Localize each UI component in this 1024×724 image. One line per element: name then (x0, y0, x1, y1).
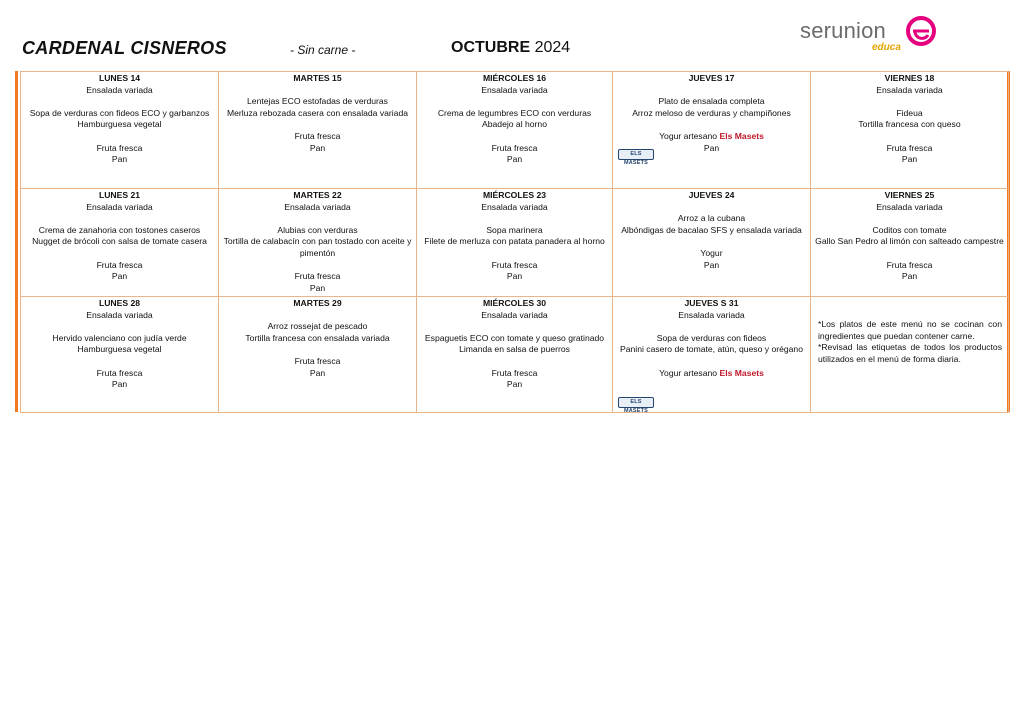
month-year: 2024 (534, 39, 571, 56)
dish-line (811, 85, 1008, 97)
dish-line (613, 108, 810, 120)
menu-cell (613, 189, 811, 297)
day-label: MARTES 29 (293, 298, 342, 308)
dish-text: Crema de legumbres ECO con verduras (437, 107, 592, 118)
dish-line (417, 368, 612, 380)
dish-text: Pan (703, 142, 720, 153)
dish-text: Merluza rebozada casera con ensalada variada (226, 107, 409, 118)
dish-text: Ensalada variada (86, 309, 153, 320)
dish-line (613, 213, 810, 225)
dish-line (219, 143, 416, 155)
dish-line (417, 356, 612, 368)
dish-text: Fruta fresca (294, 355, 341, 366)
dish-text: Ensalada variada (481, 201, 548, 212)
dish-line (219, 108, 416, 120)
menu-cell (20, 297, 219, 413)
dish-line (613, 344, 810, 356)
logo-e-icon (906, 16, 936, 46)
dish-line (219, 356, 416, 368)
dish-line (613, 368, 810, 380)
day-label: LUNES 14 (98, 73, 141, 83)
dish-line (21, 236, 218, 248)
dish-line (219, 333, 416, 345)
dish-text: Pan (309, 282, 326, 293)
brand-name: Els Masets (719, 367, 764, 378)
dish-line (417, 96, 612, 108)
menu-cell (417, 297, 613, 413)
dish-text: Pan (111, 271, 128, 282)
dish-line (613, 260, 810, 272)
els-masets-badge: ELS MASETS (618, 397, 654, 408)
day-label: JUEVES 17 (688, 73, 735, 83)
dish-line (21, 321, 218, 333)
dish-line (811, 154, 1008, 166)
dish-line (219, 283, 416, 295)
dish-text: Pan (111, 379, 128, 390)
menu-cell (20, 189, 219, 297)
dish-line (417, 333, 612, 345)
menu-cell (613, 297, 811, 413)
dish-text: Pan (309, 142, 326, 153)
diet-label: - Sin carne - (290, 43, 356, 57)
dish-text: Tortilla francesa con ensalada variada (245, 332, 390, 343)
dish-line (219, 271, 416, 283)
dish-text: Ensalada variada (284, 201, 351, 212)
day-label: VIERNES 25 (884, 190, 935, 200)
dish-line (417, 85, 612, 97)
menu-cell (613, 72, 811, 189)
dish-text: Ensalada variada (678, 309, 745, 320)
dish-line (21, 131, 218, 143)
day-label: MARTES 15 (293, 73, 342, 83)
dish-text: Plato de ensalada completa (658, 96, 765, 107)
dish-line (219, 131, 416, 143)
dish-text: Ensalada variada (481, 84, 548, 95)
dish-line (417, 379, 612, 391)
day-label: MIÉRCOLES 23 (482, 190, 547, 200)
menu-table (20, 71, 1009, 413)
dish-text: Gallo San Pedro al limón con salteado campestre (815, 236, 1004, 247)
dish-line (417, 154, 612, 166)
dish-text: Ensalada variada (876, 201, 943, 212)
dish-text: Fruta fresca (491, 259, 538, 270)
dish-text: Albóndigas de bacalao SFS y ensalada variada (621, 224, 802, 235)
dish-text: Panini casero de tomate, atún, queso y orégano (620, 344, 803, 355)
dish-text: Limanda en salsa de puerros (459, 344, 570, 355)
dish-text: Fruta fresca (886, 259, 933, 270)
dish-text: Tortilla de calabacín con pan tostado con aceite y pimentón (223, 236, 412, 258)
dish-line (417, 260, 612, 272)
menu-cell (811, 189, 1009, 297)
dish-line (613, 202, 810, 214)
dish-line (811, 131, 1008, 143)
dish-text: Sopa de verduras con fideos (656, 332, 767, 343)
dish-line (219, 119, 416, 131)
dish-text: Yogur artesano (659, 367, 720, 378)
brand-name: Els Masets (719, 130, 764, 141)
dish-line (417, 108, 612, 120)
dish-line (811, 202, 1008, 214)
dish-text: Nugget de brócoli con salsa de tomate casera (32, 236, 207, 247)
dish-text: Ensalada variada (86, 201, 153, 212)
dish-text: Arroz rossejat de pescado (267, 321, 368, 332)
day-label: JUEVES S 31 (684, 298, 739, 308)
dish-line (811, 260, 1008, 272)
dish-line (219, 236, 416, 259)
dish-line (21, 333, 218, 345)
dish-text: Ensalada variada (481, 309, 548, 320)
dish-text: Fideua (896, 107, 923, 118)
menu-cell (811, 72, 1009, 189)
dish-text: Arroz meloso de verduras y champiñones (632, 107, 791, 118)
menu-cell (417, 189, 613, 297)
dish-text: Espaguetis ECO con tomate y queso gratinado (424, 332, 605, 343)
dish-line (21, 379, 218, 391)
dish-text: Tortilla francesa con queso (858, 119, 961, 130)
dish-line (21, 344, 218, 356)
dish-line (811, 236, 1008, 248)
dish-line (219, 344, 416, 356)
dish-line (219, 225, 416, 237)
dish-line (417, 202, 612, 214)
dish-line (219, 321, 416, 333)
dish-text: Pan (506, 154, 523, 165)
dish-line (21, 310, 218, 322)
dish-line (811, 119, 1008, 131)
dish-line (219, 310, 416, 322)
day-label: LUNES 21 (98, 190, 141, 200)
dish-line (417, 310, 612, 322)
dish-text: Lentejas ECO estofadas de verduras (247, 96, 388, 107)
dish-line (21, 96, 218, 108)
dish-line (21, 368, 218, 380)
dish-text: Pan (901, 154, 918, 165)
dish-line (811, 225, 1008, 237)
menu-cell (20, 72, 219, 189)
day-label: MIÉRCOLES 16 (482, 73, 547, 83)
dish-line (21, 85, 218, 97)
dish-line (811, 271, 1008, 283)
dish-line (219, 213, 416, 225)
dish-line (417, 143, 612, 155)
dish-line (21, 271, 218, 283)
dish-line (613, 236, 810, 248)
dish-text: Pan (506, 271, 523, 282)
dish-line (811, 143, 1008, 155)
dish-text: Arroz a la cubana (677, 213, 746, 224)
note-text: *Los platos de este menú no se cocinan con ingredientes que puedan contener carne. (818, 319, 1002, 341)
dish-line (21, 225, 218, 237)
dish-text: Hamburguesa vegetal (77, 344, 162, 355)
dish-line (417, 225, 612, 237)
dish-line (613, 96, 810, 108)
menu-note (811, 297, 1009, 413)
dish-line (811, 108, 1008, 120)
dish-line (417, 321, 612, 333)
dish-text: Ensalada variada (86, 84, 153, 95)
day-label: JUEVES 24 (688, 190, 735, 200)
dish-text: Yogur (700, 247, 723, 258)
dish-text: Fruta fresca (96, 259, 143, 270)
els-masets-badge: ELS MASETS (618, 149, 654, 160)
dish-line (417, 248, 612, 260)
dish-text: Abadejo al horno (482, 119, 547, 130)
dish-line (811, 248, 1008, 260)
dish-text: Yogur artesano (659, 130, 720, 141)
menu-cell (219, 189, 417, 297)
day-label: MARTES 22 (293, 190, 342, 200)
menu-cell (219, 297, 417, 413)
dish-line (613, 119, 810, 131)
day-label: LUNES 28 (98, 298, 141, 308)
dish-text: Fruta fresca (294, 130, 341, 141)
menu-cell (417, 72, 613, 189)
dish-text: Crema de zanahoria con tostones caseros (38, 224, 201, 235)
dish-line (21, 260, 218, 272)
dish-line (417, 271, 612, 283)
dish-text: Pan (506, 379, 523, 390)
dish-line (21, 248, 218, 260)
dish-line (613, 225, 810, 237)
day-label: VIERNES 18 (884, 73, 935, 83)
school-name: CARDENAL CISNEROS (22, 38, 227, 58)
dish-line (417, 344, 612, 356)
dish-line (21, 202, 218, 214)
dish-line (219, 96, 416, 108)
dish-text: Fruta fresca (96, 367, 143, 378)
dish-line (417, 236, 612, 248)
dish-line (613, 321, 810, 333)
logo-subtext: educa (872, 42, 901, 53)
dish-line (21, 356, 218, 368)
dish-text: Pan (309, 367, 326, 378)
dish-text: Sopa de verduras con fideos ECO y garbanzos (29, 107, 210, 118)
dish-line (613, 333, 810, 345)
dish-line (21, 154, 218, 166)
dish-line (21, 213, 218, 225)
dish-line (613, 85, 810, 97)
dish-line (613, 356, 810, 368)
dish-text: Ensalada variada (876, 84, 943, 95)
note-text: *Revisad las etiquetas de todos los productos utilizados en el menú de forma diaria. (818, 342, 1002, 364)
dish-text: Coditos con tomate (872, 224, 947, 235)
month-title (451, 39, 570, 57)
dish-text: Fruta fresca (96, 142, 143, 153)
dish-line (219, 202, 416, 214)
dish-line (417, 119, 612, 131)
dish-text: Hamburguesa vegetal (77, 119, 162, 130)
dish-text: Filete de merluza con patata panadera al horno (424, 236, 605, 247)
dish-text: Alubias con verduras (277, 224, 358, 235)
dish-text: Pan (703, 259, 720, 270)
dish-line (21, 108, 218, 120)
dish-text: Fruta fresca (491, 142, 538, 153)
dish-text: Pan (901, 271, 918, 282)
dish-text: Fruta fresca (294, 271, 341, 282)
day-label: MIÉRCOLES 30 (482, 298, 547, 308)
dish-line (613, 248, 810, 260)
dish-line (219, 368, 416, 380)
logo-text: serunion (800, 18, 886, 43)
dish-line (613, 131, 810, 143)
dish-text: Sopa marinera (486, 224, 543, 235)
dish-line (613, 310, 810, 322)
dish-text: Fruta fresca (886, 142, 933, 153)
menu-cell (219, 72, 417, 189)
dish-line (811, 213, 1008, 225)
serunion-logo (800, 14, 940, 54)
dish-line (417, 213, 612, 225)
month-name: OCTUBRE (451, 39, 531, 56)
page-header (0, 0, 1024, 70)
dish-line (21, 143, 218, 155)
dish-line (417, 131, 612, 143)
dish-line (811, 96, 1008, 108)
dish-text: Pan (111, 154, 128, 165)
dish-line (219, 85, 416, 97)
dish-line (21, 119, 218, 131)
dish-text: Fruta fresca (491, 367, 538, 378)
dish-text: Hervido valenciano con judía verde (52, 332, 187, 343)
table-left-edge (15, 71, 18, 412)
dish-line (219, 260, 416, 272)
